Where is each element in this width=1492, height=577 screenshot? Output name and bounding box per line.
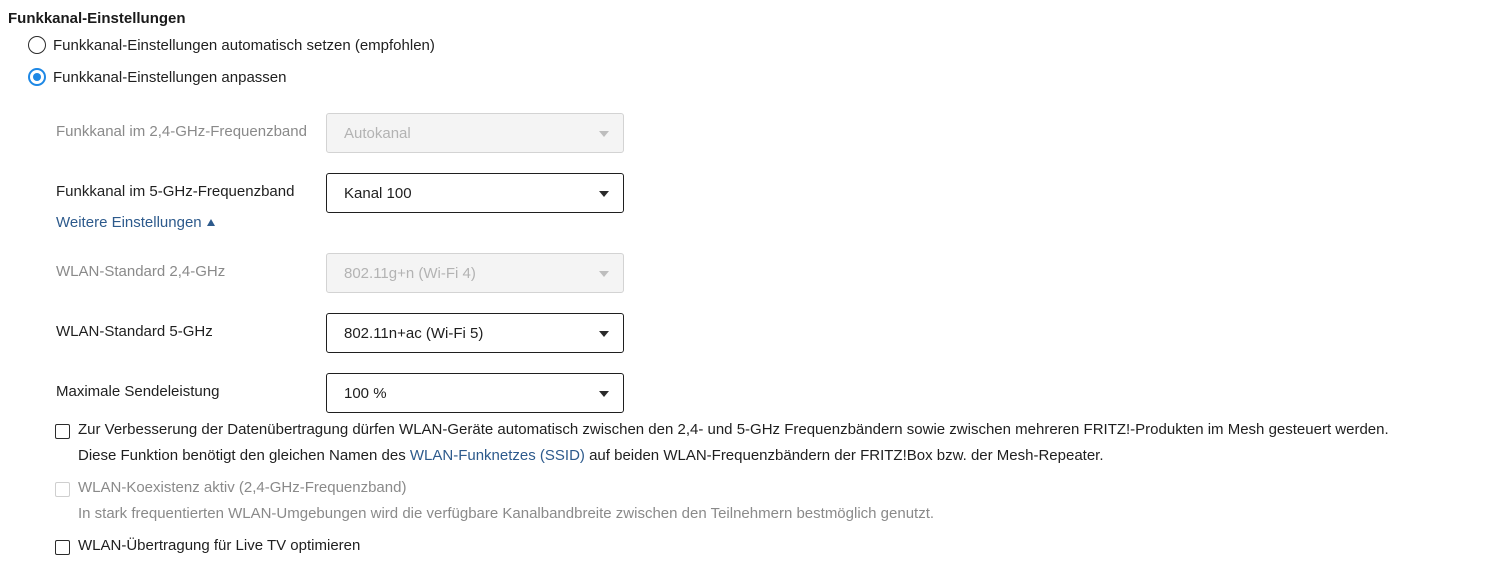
more-settings-label: Weitere Einstellungen bbox=[56, 214, 202, 231]
channel-5-select[interactable] bbox=[326, 173, 624, 213]
radio-auto-channel[interactable] bbox=[28, 34, 435, 56]
channel-5-value: Kanal 100 bbox=[344, 184, 412, 202]
standard-24-label: WLAN-Standard 2,4-GHz bbox=[56, 263, 226, 280]
channel-24-value: Autokanal bbox=[344, 124, 411, 142]
tx-power-select[interactable] bbox=[326, 373, 624, 413]
section-title: Funkkanal-Einstellungen bbox=[8, 10, 186, 27]
radio-auto-channel-label: Funkkanal-Einstellungen automatisch setzen (empfohlen) bbox=[53, 36, 435, 54]
standard-5-value: 802.11n+ac (Wi-Fi 5) bbox=[344, 324, 484, 342]
radio-custom-channel-button[interactable] bbox=[28, 68, 46, 86]
coexistence-description: In stark frequentierten WLAN-Umgebungen wird die verfügbare Kanalbandbreite zwischen den Teilnehmern bestmöglich genutzt. bbox=[78, 505, 935, 522]
live-tv-checkbox[interactable] bbox=[55, 540, 70, 555]
band-steering-desc-after: auf beiden WLAN-Frequenzbändern der FRITZ!Box bzw. der Mesh-Repeater. bbox=[584, 447, 1104, 464]
caret-down-icon bbox=[599, 191, 609, 197]
band-steering-label: Zur Verbesserung der Datenübertragung dürfen WLAN-Geräte automatisch zwischen den 2,4- und 5-GHz Frequenzbändern sowie zwischen mehreren FRITZ!-Produkten im Mesh gesteuert werden. bbox=[78, 421, 1389, 438]
band-steering-desc-before: Diese Funktion benötigt den gleichen Namen des bbox=[78, 447, 410, 464]
caret-down-icon bbox=[599, 271, 609, 277]
caret-down-icon bbox=[599, 131, 609, 137]
band-steering-checkbox[interactable] bbox=[55, 424, 70, 439]
coexistence-label: WLAN-Koexistenz aktiv (2,4-GHz-Frequenzband) bbox=[78, 479, 407, 496]
channel-5-label: Funkkanal im 5-GHz-Frequenzband bbox=[56, 183, 295, 200]
radio-custom-channel-label: Funkkanal-Einstellungen anpassen bbox=[53, 68, 287, 86]
tx-power-label: Maximale Sendeleistung bbox=[56, 383, 220, 400]
standard-5-label: WLAN-Standard 5-GHz bbox=[56, 323, 213, 340]
standard-24-value: 802.11g+n (Wi-Fi 4) bbox=[344, 264, 476, 282]
caret-down-icon bbox=[599, 391, 609, 397]
more-settings-link[interactable] bbox=[56, 214, 215, 231]
triangle-up-icon bbox=[207, 219, 215, 226]
radio-auto-channel-button[interactable] bbox=[28, 36, 46, 54]
live-tv-label: WLAN-Übertragung für Live TV optimieren bbox=[78, 537, 361, 554]
channel-24-label: Funkkanal im 2,4-GHz-Frequenzband bbox=[56, 123, 307, 140]
tx-power-value: 100 % bbox=[344, 384, 387, 402]
radio-custom-channel[interactable] bbox=[28, 66, 287, 88]
caret-down-icon bbox=[599, 331, 609, 337]
channel-24-select bbox=[326, 113, 624, 153]
standard-5-select[interactable] bbox=[326, 313, 624, 353]
ssid-link[interactable]: WLAN-Funknetzes (SSID) bbox=[409, 447, 585, 464]
coexistence-checkbox bbox=[55, 482, 70, 497]
standard-24-select bbox=[326, 253, 624, 293]
band-steering-description bbox=[78, 447, 1104, 464]
